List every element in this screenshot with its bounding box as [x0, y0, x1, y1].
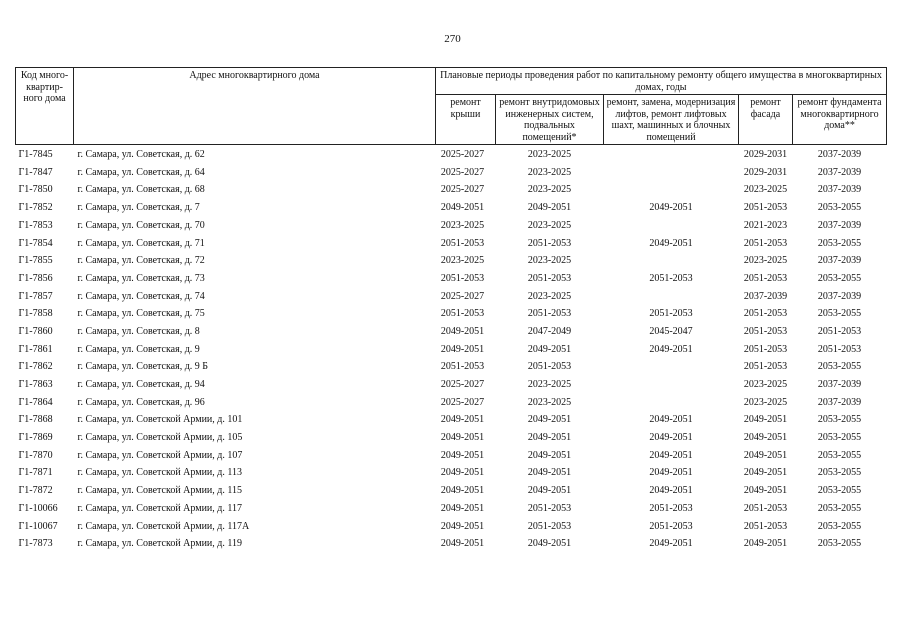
systems-repair-cell: 2049-2051: [527, 202, 572, 214]
address-cell: г. Самара, ул. Советская, д. 74: [77, 290, 205, 302]
facade-repair-cell: 2051-2053: [743, 237, 788, 249]
facade-repair-cell: 2051-2053: [743, 343, 788, 355]
foundation-repair-cell: 2051-2053: [817, 325, 862, 337]
facade-repair-cell: 2023-2025: [743, 396, 788, 408]
foundation-repair-cell: 2053-2055: [817, 502, 862, 514]
systems-repair-cell: 2023-2025: [527, 184, 572, 196]
header-address: Адрес многоквартирного дома: [74, 68, 436, 145]
code-cell: Г1-7855: [18, 255, 53, 267]
facade-repair-cell: 2049-2051: [743, 449, 788, 461]
roof-repair-cell: 2049-2051: [440, 449, 485, 461]
table-row: [16, 358, 887, 376]
roof-repair-cell: 2049-2051: [440, 520, 485, 532]
table-row: [16, 411, 887, 429]
elevator-repair-cell: [604, 394, 739, 412]
facade-repair-cell: 2051-2053: [743, 325, 788, 337]
systems-repair-cell: 2023-2025: [527, 396, 572, 408]
roof-repair-cell: 2049-2051: [440, 343, 485, 355]
foundation-repair-cell: 2053-2055: [817, 449, 862, 461]
table-row: [16, 464, 887, 482]
systems-repair-cell: 2023-2025: [527, 379, 572, 391]
code-cell: Г1-7853: [18, 219, 53, 231]
foundation-repair-cell: 2053-2055: [817, 308, 862, 320]
address-cell: г. Самара, ул. Советской Армии, д. 101: [77, 414, 243, 426]
header-periods: Плановые периоды проведения работ по капитальному ремонту общего имущества в многоквартирных домах, годы: [436, 68, 887, 95]
foundation-repair-cell: 2053-2055: [817, 520, 862, 532]
table-header: [16, 68, 887, 145]
table-row: [16, 145, 887, 164]
code-cell: Г1-7872: [18, 485, 53, 497]
table-row: [16, 341, 887, 359]
table-row: [16, 323, 887, 341]
foundation-repair-cell: 2037-2039: [817, 219, 862, 231]
address-cell: г. Самара, ул. Советская, д. 9 Б: [77, 361, 209, 373]
roof-repair-cell: 2025-2027: [440, 379, 485, 391]
table-row: [16, 429, 887, 447]
facade-repair-cell: 2051-2053: [743, 502, 788, 514]
address-cell: г. Самара, ул. Советской Армии, д. 105: [77, 432, 243, 444]
facade-repair-cell: 2049-2051: [743, 414, 788, 426]
address-cell: г. Самара, ул. Советская, д. 96: [77, 396, 205, 408]
table-row: [16, 482, 887, 500]
address-cell: г. Самара, ул. Советская, д. 75: [77, 308, 205, 320]
roof-repair-cell: 2023-2025: [440, 219, 485, 231]
facade-repair-cell: 2023-2025: [743, 379, 788, 391]
elevator-repair-cell: 2049-2051: [649, 432, 693, 444]
systems-repair-cell: 2049-2051: [527, 467, 572, 479]
header-elevators: ремонт, замена, модернизация лифтов, ремонт лифтовых шахт, машинных и блочных помещений: [604, 95, 739, 145]
code-cell: Г1-7863: [18, 379, 53, 391]
address-cell: г. Самара, ул. Советской Армии, д. 113: [77, 467, 242, 479]
header-facade: ремонт фасада: [739, 95, 793, 145]
roof-repair-cell: 2025-2027: [440, 149, 485, 161]
elevator-repair-cell: [604, 145, 739, 164]
table-row: [16, 500, 887, 518]
systems-repair-cell: 2049-2051: [527, 414, 572, 426]
systems-repair-cell: 2051-2053: [527, 520, 572, 532]
roof-repair-cell: 2025-2027: [440, 184, 485, 196]
table-row: [16, 234, 887, 252]
elevator-repair-cell: [604, 164, 739, 182]
foundation-repair-cell: 2051-2053: [817, 343, 862, 355]
foundation-repair-cell: 2037-2039: [817, 290, 862, 302]
code-cell: Г1-7858: [18, 308, 53, 320]
systems-repair-cell: 2023-2025: [527, 149, 572, 161]
foundation-repair-cell: 2053-2055: [817, 361, 862, 373]
code-cell: Г1-7861: [18, 343, 53, 355]
facade-repair-cell: 2051-2053: [743, 520, 788, 532]
code-cell: Г1-7873: [18, 538, 53, 550]
roof-repair-cell: 2025-2027: [440, 166, 485, 178]
address-cell: г. Самара, ул. Советской Армии, д. 107: [77, 449, 243, 461]
systems-repair-cell: 2051-2053: [527, 237, 572, 249]
address-cell: г. Самара, ул. Советская, д. 68: [77, 184, 205, 196]
table-row: [16, 394, 887, 412]
address-cell: г. Самара, ул. Советской Армии, д. 117: [77, 502, 242, 514]
systems-repair-cell: 2023-2025: [527, 219, 572, 231]
capital-repair-table: [15, 67, 887, 553]
foundation-repair-cell: 2053-2055: [817, 272, 862, 284]
address-cell: г. Самара, ул. Советская, д. 9: [77, 343, 200, 355]
facade-repair-cell: 2051-2053: [743, 361, 788, 373]
roof-repair-cell: 2051-2053: [440, 272, 485, 284]
facade-repair-cell: 2029-2031: [743, 166, 788, 178]
roof-repair-cell: 2049-2051: [440, 414, 485, 426]
elevator-repair-cell: 2049-2051: [649, 467, 693, 479]
table-row: [16, 447, 887, 465]
address-cell: г. Самара, ул. Советская, д. 73: [77, 272, 205, 284]
systems-repair-cell: 2049-2051: [527, 449, 572, 461]
facade-repair-cell: 2029-2031: [743, 149, 788, 161]
header-roof: ремонт крыши: [436, 95, 496, 145]
code-cell: Г1-7871: [18, 467, 53, 479]
table-row: [16, 305, 887, 323]
systems-repair-cell: 2023-2025: [527, 166, 572, 178]
facade-repair-cell: 2037-2039: [743, 290, 788, 302]
address-cell: г. Самара, ул. Советской Армии, д. 117А: [77, 520, 250, 532]
header-systems: ремонт внутридомовых инженерных систем, подвальных помещений*: [496, 95, 604, 145]
elevator-repair-cell: 2049-2051: [649, 449, 693, 461]
table-row: [16, 270, 887, 288]
foundation-repair-cell: 2053-2055: [817, 467, 862, 479]
code-cell: Г1-7868: [18, 414, 53, 426]
elevator-repair-cell: [604, 376, 739, 394]
facade-repair-cell: 2023-2025: [743, 184, 788, 196]
elevator-repair-cell: [604, 252, 739, 270]
foundation-repair-cell: 2053-2055: [817, 432, 862, 444]
address-cell: г. Самара, ул. Советская, д. 71: [77, 237, 205, 249]
roof-repair-cell: 2049-2051: [440, 432, 485, 444]
facade-repair-cell: 2021-2023: [743, 219, 788, 231]
elevator-repair-cell: 2049-2051: [649, 538, 693, 550]
address-cell: г. Самара, ул. Советская, д. 7: [77, 202, 200, 214]
roof-repair-cell: 2023-2025: [440, 255, 485, 267]
table-row: [16, 199, 887, 217]
systems-repair-cell: 2051-2053: [527, 308, 572, 320]
code-cell: Г1-7857: [18, 290, 53, 302]
table-row: [16, 164, 887, 182]
facade-repair-cell: 2051-2053: [743, 272, 788, 284]
elevator-repair-cell: 2049-2051: [649, 237, 693, 249]
roof-repair-cell: 2049-2051: [440, 467, 485, 479]
facade-repair-cell: 2049-2051: [743, 485, 788, 497]
roof-repair-cell: 2049-2051: [440, 502, 485, 514]
roof-repair-cell: 2051-2053: [440, 308, 485, 320]
address-cell: г. Самара, ул. Советская, д. 94: [77, 379, 205, 391]
facade-repair-cell: 2049-2051: [743, 432, 788, 444]
roof-repair-cell: 2049-2051: [440, 325, 485, 337]
roof-repair-cell: 2049-2051: [440, 202, 485, 214]
table-row: [16, 217, 887, 235]
code-cell: Г1-7856: [18, 272, 53, 284]
header-foundation: ремонт фундамента многоквартирного дома**: [793, 95, 887, 145]
address-cell: г. Самара, ул. Советская, д. 8: [77, 325, 200, 337]
code-cell: Г1-7870: [18, 449, 53, 461]
roof-repair-cell: 2051-2053: [440, 361, 485, 373]
address-cell: г. Самара, ул. Советской Армии, д. 115: [77, 485, 242, 497]
facade-repair-cell: 2049-2051: [743, 538, 788, 550]
elevator-repair-cell: 2045-2047: [649, 325, 693, 337]
systems-repair-cell: 2049-2051: [527, 432, 572, 444]
header-code: Код много-квартир-ного дома: [16, 68, 74, 145]
facade-repair-cell: 2049-2051: [743, 467, 788, 479]
code-cell: Г1-7854: [18, 237, 53, 249]
elevator-repair-cell: [604, 181, 739, 199]
systems-repair-cell: 2023-2025: [527, 255, 572, 267]
address-cell: г. Самара, ул. Советская, д. 62: [77, 149, 205, 161]
foundation-repair-cell: 2037-2039: [817, 149, 862, 161]
table-row: [16, 288, 887, 306]
roof-repair-cell: 2051-2053: [440, 237, 485, 249]
elevator-repair-cell: [604, 358, 739, 376]
code-cell: Г1-7850: [18, 184, 53, 196]
foundation-repair-cell: 2053-2055: [817, 538, 862, 550]
systems-repair-cell: 2047-2049: [527, 325, 572, 337]
foundation-repair-cell: 2053-2055: [817, 202, 862, 214]
elevator-repair-cell: 2049-2051: [649, 202, 693, 214]
code-cell: Г1-7847: [18, 166, 53, 178]
elevator-repair-cell: 2049-2051: [649, 485, 693, 497]
foundation-repair-cell: 2053-2055: [817, 414, 862, 426]
foundation-repair-cell: 2037-2039: [817, 396, 862, 408]
elevator-repair-cell: 2051-2053: [649, 502, 693, 514]
foundation-repair-cell: 2037-2039: [817, 184, 862, 196]
address-cell: г. Самара, ул. Советская, д. 64: [77, 166, 205, 178]
systems-repair-cell: 2023-2025: [527, 290, 572, 302]
elevator-repair-cell: 2051-2053: [649, 520, 693, 532]
address-cell: г. Самара, ул. Советская, д. 72: [77, 255, 205, 267]
elevator-repair-cell: 2049-2051: [649, 414, 693, 426]
table-row: [16, 517, 887, 535]
address-cell: г. Самара, ул. Советской Армии, д. 119: [77, 538, 242, 550]
systems-repair-cell: 2049-2051: [527, 538, 572, 550]
table-body: [16, 145, 887, 553]
code-cell: Г1-7864: [18, 396, 53, 408]
code-cell: Г1-7860: [18, 325, 53, 337]
table-row: [16, 181, 887, 199]
elevator-repair-cell: [604, 217, 739, 235]
foundation-repair-cell: 2053-2055: [817, 237, 862, 249]
systems-repair-cell: 2051-2053: [527, 272, 572, 284]
code-cell: Г1-7869: [18, 432, 53, 444]
roof-repair-cell: 2049-2051: [440, 538, 485, 550]
elevator-repair-cell: 2049-2051: [649, 343, 693, 355]
foundation-repair-cell: 2037-2039: [817, 166, 862, 178]
systems-repair-cell: 2049-2051: [527, 485, 572, 497]
facade-repair-cell: 2023-2025: [743, 255, 788, 267]
elevator-repair-cell: 2051-2053: [649, 308, 693, 320]
foundation-repair-cell: 2037-2039: [817, 379, 862, 391]
table-row: [16, 535, 887, 553]
code-cell: Г1-7862: [18, 361, 53, 373]
code-cell: Г1-10067: [18, 520, 58, 532]
code-cell: Г1-10066: [18, 502, 58, 514]
roof-repair-cell: 2049-2051: [440, 485, 485, 497]
roof-repair-cell: 2025-2027: [440, 396, 485, 408]
page-number: 270: [444, 33, 461, 45]
roof-repair-cell: 2025-2027: [440, 290, 485, 302]
code-cell: Г1-7852: [18, 202, 53, 214]
elevator-repair-cell: 2051-2053: [649, 272, 693, 284]
address-cell: г. Самара, ул. Советская, д. 70: [77, 219, 205, 231]
systems-repair-cell: 2051-2053: [527, 361, 572, 373]
table-row: [16, 252, 887, 270]
facade-repair-cell: 2051-2053: [743, 308, 788, 320]
code-cell: Г1-7845: [18, 149, 53, 161]
foundation-repair-cell: 2053-2055: [817, 485, 862, 497]
systems-repair-cell: 2051-2053: [527, 502, 572, 514]
systems-repair-cell: 2049-2051: [527, 343, 572, 355]
facade-repair-cell: 2051-2053: [743, 202, 788, 214]
table-row: [16, 376, 887, 394]
foundation-repair-cell: 2037-2039: [817, 255, 862, 267]
elevator-repair-cell: [604, 288, 739, 306]
